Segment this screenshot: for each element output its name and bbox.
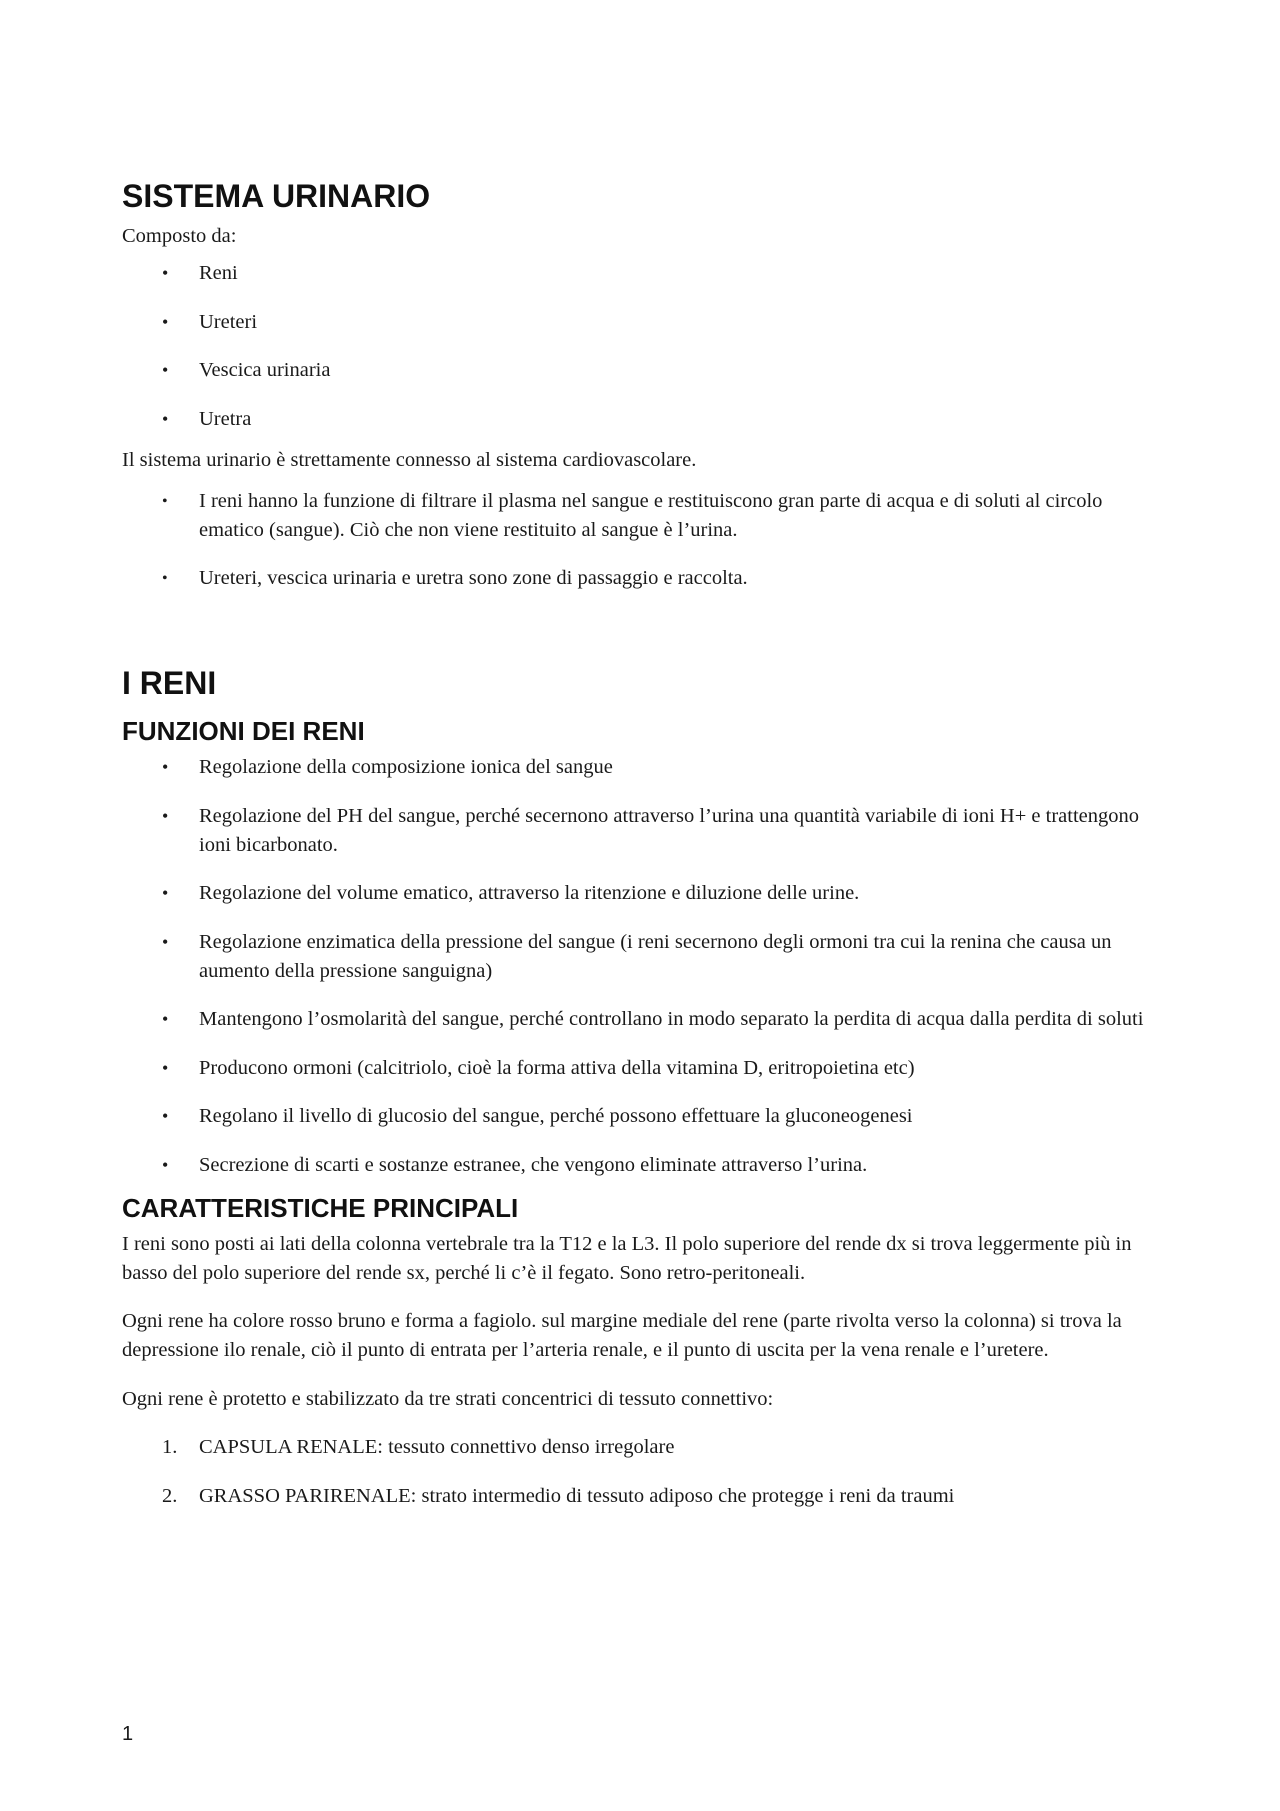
list-number: 1. xyxy=(162,1436,178,1458)
functions-list xyxy=(122,753,1167,1180)
heading-i-reni: I RENI xyxy=(122,665,217,701)
heading-caratteristiche-principali: CARATTERISTICHE PRINCIPALI xyxy=(122,1192,519,1223)
bullet-icon: • xyxy=(162,570,168,587)
intro-text: Composto da: xyxy=(122,225,237,247)
components-list xyxy=(122,259,1167,434)
page-number: 1 xyxy=(122,1723,134,1745)
bullet-icon: • xyxy=(162,805,169,826)
list-item: • I reni hanno la funzione di filtrare il plasma nel sangue e restituiscono gran parte di acqua e di soluti al circolo ematico (sangue). Ciò che non viene restituito al sangue è l’urina. xyxy=(122,487,1167,545)
bullet-icon: • xyxy=(162,360,169,380)
list-item: • Regolazione del PH del sangue, perché secernono attraverso l’urina una quantità variabile di ioni H+ e trattengono ioni bicarbonato. xyxy=(122,802,1167,860)
paragraph: Ogni rene è protetto e stabilizzato da tre strati concentrici di tessuto connettivo: xyxy=(122,1387,774,1410)
list-item: 1. CAPSULA RENALE: tessuto connettivo denso irregolare xyxy=(122,1433,1167,1462)
list-item: • Secrezione di scarti e sostanze estranee, che vengono eliminate attraverso l’urina. xyxy=(122,1151,1167,1180)
list-item: • Vescica urinaria xyxy=(122,356,1167,385)
list-item: • Mantengono l’osmolarità del sangue, perché controllano in modo separato la perdita di acqua dalla perdita di soluti xyxy=(122,1005,1167,1034)
list-item: • Ureteri, vescica urinaria e uretra sono zone di passaggio e raccolta. xyxy=(122,564,1167,593)
list-item: • Regolazione del volume ematico, attraverso la ritenzione e diluzione delle urine. xyxy=(122,879,1167,908)
bullet-icon: • xyxy=(162,1009,169,1029)
bullet-icon: • xyxy=(162,263,169,283)
bullet-icon: • xyxy=(162,931,169,952)
list-item: • Producono ormoni (calcitriolo, cioè la forma attiva della vitamina D, eritropoietina etc) xyxy=(122,1054,1167,1083)
connection-text: Il sistema urinario è strettamente connesso al sistema cardiovascolare. xyxy=(122,448,697,471)
list-item: 2. GRASSO PARIRENALE: strato intermedio di tessuto adiposo che protegge i reni da traumi xyxy=(122,1482,1167,1511)
list-number: 2. xyxy=(162,1484,178,1507)
paragraph: I reni sono posti ai lati della colonna vertebrale tra la T12 e la L3. Il polo superiore del rende dx si trova leggermente più in basso del polo superiore del rende sx, perché li c’è il fegato. Sono retro-peritoneali. xyxy=(122,1232,1132,1284)
list-item: • Regolazione della composizione ionica del sangue xyxy=(122,753,1167,782)
bullet-icon: • xyxy=(162,1106,169,1126)
list-item: • Regolano il livello di glucosio del sangue, perché possono effettuare la gluconeogenesi xyxy=(122,1102,1167,1131)
bullet-icon: • xyxy=(162,1154,169,1175)
list-item: • Reni xyxy=(122,259,1167,288)
heading-funzioni-dei-reni: FUNZIONI DEI RENI xyxy=(122,716,365,746)
bullet-icon: • xyxy=(162,883,169,903)
bullet-icon: • xyxy=(162,311,169,332)
bullet-icon: • xyxy=(162,492,168,510)
bullet-icon: • xyxy=(162,408,169,429)
list-item: • Ureteri xyxy=(122,308,1167,337)
list-item: • Regolazione enzimatica della pressione del sangue (i reni secernono degli ormoni tra cui la renina che causa un aumento della pressione sanguigna) xyxy=(122,928,1167,986)
page-content xyxy=(122,176,1167,1530)
bullet-icon: • xyxy=(162,757,169,777)
heading-sistema-urinario: SISTEMA URINARIO xyxy=(122,178,431,214)
paragraph: Ogni rene ha colore rosso bruno e forma a fagiolo. sul margine mediale del rene (parte rivolta verso la colonna) si trova la depressione ilo renale, ciò il punto di entrata per l’arteria renale, e il punto di uscita per la vena renale e l’uretere. xyxy=(122,1310,1122,1361)
details-list xyxy=(122,487,1167,594)
bullet-icon: • xyxy=(162,1057,169,1078)
list-item: • Uretra xyxy=(122,405,1167,434)
layers-list xyxy=(122,1433,1167,1511)
